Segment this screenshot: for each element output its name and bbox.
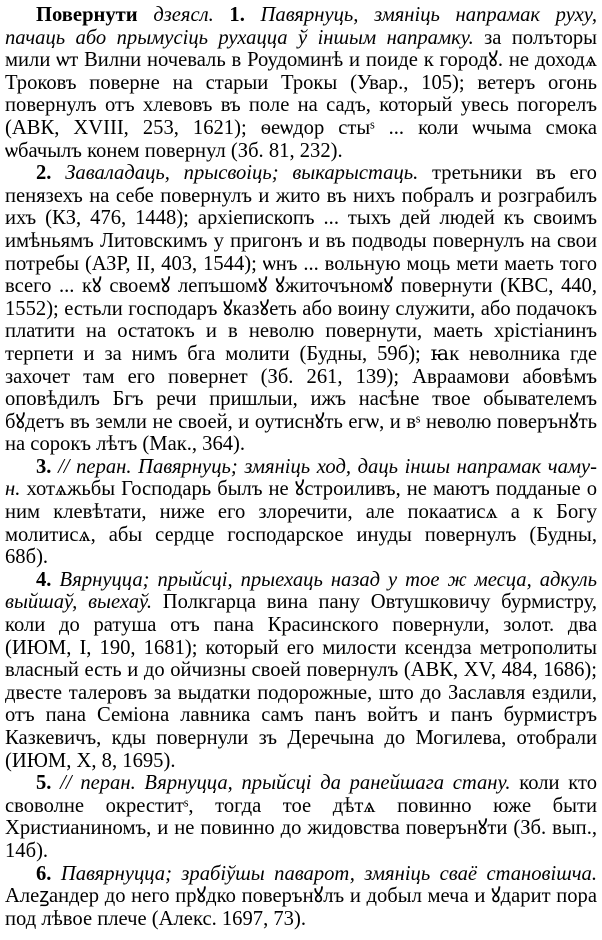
sense-number: 5.: [36, 772, 52, 795]
sense-4: [5, 569, 597, 772]
sense-number: 4.: [36, 568, 52, 591]
sense-2: [5, 162, 597, 456]
sense-number: 2.: [36, 162, 52, 185]
sense-number: 6.: [36, 862, 52, 885]
sense-gloss: // перан. Вярнуцца, прыйсці да ранейшага стану.: [60, 772, 511, 795]
sense-1: [5, 4, 597, 162]
sense-gloss: Вярнуцца; прыйсці, прыехаць назад у тое ж месца, адкуль выйшаў, выехаў.: [5, 568, 597, 614]
sense-number: 1.: [229, 4, 245, 26]
headword: Повернути: [36, 4, 138, 26]
sense-citations: Полкгарца вина пану Овтушковичу бурмистру, коли до ратуша отъ пана Красинского повернули, золот. два (ИЮМ, I, 190, 1681); который его милости ксендза метрополиты власный есть и до ойчизны своей повернулъ (АВК, XV, 484, 1686); двесте талеровъ за выдатки подорожные, што до Заславля ездили, отъ пана Семіона лавника самъ панъ войтъ и панъ бурмистръ Казкевичъ, кды повернули зъ Деречына до Могилева, отобрали (ИЮМ, X, 8, 1695).: [5, 591, 598, 772]
sense-number: 3.: [36, 455, 52, 478]
sense-5: [5, 772, 597, 862]
dictionary-page: [5, 4, 597, 930]
sense-gloss: // перан. Павярнуць; змяніць ход, даць іншы напрамак чаму-н.: [5, 455, 598, 501]
sense-3: [5, 456, 597, 569]
sense-gloss: Павярнуць, змяніць напрамак руху, пачаць або прымусіць рухацца ў іншым напрамку.: [5, 4, 597, 49]
sense-citations: Алеꙁандер до него прꙋдко поверънꙋлъ и добыл меча и ꙋдарит пора под лѣвое плече (Алекс. 1697, 73).: [5, 885, 597, 930]
sense-6: [5, 863, 597, 931]
sense-citations: хотѧжьбы Господарь былъ не ꙋстроиливъ, не маютъ подданые о ним клевѣтати, ниже его злоречити, але покаатисѧ а к Богу молитисѧ, абы сердце господарское инуды повернулъ (Будны, 68б).: [5, 478, 597, 569]
sense-gloss: Заваладаць, прысвоіць; выкарыстаць.: [65, 162, 419, 185]
sense-gloss: Павярнуцца; зрабіўшы паварот, змяніць сваё становішча.: [60, 862, 598, 885]
sense-citations: коли кто своволне окреститˢ, тогда тое дѣтѧ повинно юже быти Христианиномъ, и не повинно до жидовства поверънꙋти (Зб. вып., 14б).: [5, 772, 598, 862]
sense-citations: за полъторы мили ѡт Вилни ночеваль в Роудоминѣ и поиде к городꙋ. не доходѧ Троковъ поверне на старыи Трокы (Увар., 105); ветеръ огонь повернулъ отъ хлевовъ въ поле на садъ, который увесь погорелъ (АВК, XVIII, 253, 1621); ѳеѡдор стыˢ ... коли ѡчыма смока ѡбачылъ конем повернул (Зб. 81, 232).: [5, 26, 597, 162]
grammar-label: дзеясл.: [153, 4, 214, 26]
sense-citations: третьники въ его пенязехъ на себе повернулъ и жито въ нихъ побралъ и розграбилъ ихъ (КЗ, 476, 1448); архіепископъ ... тыхъ дей людей къ своимъ имѣньямъ Литовскимъ у пригонъ и въ подводы повернулъ на свои потребы (АЗР, II, 403, 1544); ѡнъ ... вольную моць мети маеть того всего ... кꙋ своемꙋ лепъшомꙋ ꙋжиточъномꙋ повернути (КВС, 440, 1552); естьли господаръ ꙋказꙋеть або воину служити, або подачокъ платити на остатокъ и в неволю повернути, маеть хрістіанинъ терпети и за нимъ бга молити (Будны, 59б); ꙗк неволника где захочет там его повернет (Зб. 261, 139); Авраамови абовѣмъ оповѣдилъ Бгъ речи пришлыи, ижъ насѣне твое обывателемъ бꙋдетъ въ земли не своей, и оутиснꙋть егѡ, и вˢ неволю поверънꙋть на сорокъ лѣтъ (Мак., 364).: [5, 162, 597, 456]
